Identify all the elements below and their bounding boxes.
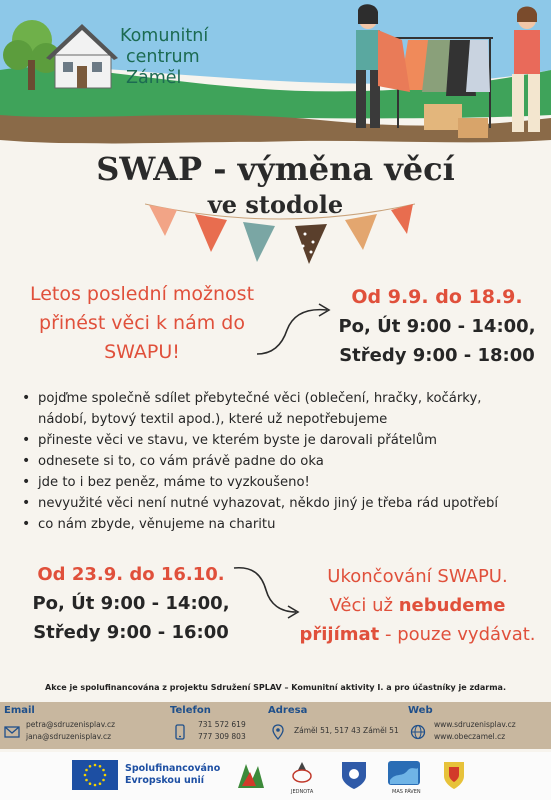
brand-name: [120, 26, 208, 89]
address-text: Zámĕl 51, 517 43 Zámĕl 51: [294, 726, 399, 735]
jednota-logo-icon: [284, 758, 320, 792]
page-subtitle: ve stodole: [207, 190, 344, 219]
promo-line: Letos poslední možnost: [29, 283, 255, 305]
contact-bar: [0, 702, 551, 749]
email-icon: [4, 724, 20, 740]
closing-line: Ukončování SWAPU.: [327, 566, 508, 587]
first-period: [332, 283, 542, 370]
box-icon: [424, 104, 462, 130]
bullet-item: • odnesete si to, co vám právě padne do oka: [22, 451, 537, 472]
closing-line: [290, 591, 545, 620]
first-period-hours-2: Středy 9:00 - 18:00: [339, 345, 535, 366]
mas-label: MAS PÁVEN: [392, 789, 421, 795]
eu-line: Spolufinancováno: [125, 763, 221, 774]
email-link[interactable]: petra@sdruzenisplav.cz: [26, 720, 116, 729]
promo-line: přinést věci k nám do: [39, 312, 245, 334]
contact-address: [268, 705, 307, 719]
closing-emphasis: přijímat: [299, 624, 380, 645]
box-icon: [458, 118, 488, 138]
brand-line: Komunitní: [120, 26, 209, 46]
closing-note: [290, 562, 545, 649]
phone-link[interactable]: 777 309 803: [198, 732, 246, 741]
funding-note: Akce je spolufinancována z projektu Sdružení SPLAV – Komunitní aktivity I. a pro účastníky je zdarma.: [45, 683, 506, 692]
second-period-hours-2: Středy 9:00 - 16:00: [33, 622, 229, 643]
page-title: SWAP - výměna věcí: [96, 150, 455, 188]
brand-line: centrum: [126, 47, 200, 67]
closing-text: - pouze vydávat.: [379, 624, 536, 645]
address-label: Adresa: [268, 705, 308, 716]
bullet-item: • nevyužité věci není nutné vyhazovat, někdo jiný je třeba rád upotřebí: [22, 493, 537, 514]
closing-line: [290, 620, 545, 649]
crest-logo-icon: [336, 758, 372, 792]
contact-email: [4, 705, 35, 719]
first-period-dates: Od 9.9. do 18.9.: [351, 286, 523, 308]
closing-text: Věci už: [329, 595, 399, 616]
contact-phone: [170, 705, 211, 719]
email-label: Email: [4, 705, 35, 716]
second-period-dates: Od 23.9. do 16.10.: [37, 564, 225, 585]
bullet-item: • co nám zbyde, věnujeme na charitu: [22, 514, 537, 535]
sponsor-logos: [0, 752, 551, 800]
contact-web: [408, 705, 433, 719]
phone-link[interactable]: 731 572 619: [198, 720, 246, 729]
header-scene: [0, 0, 551, 150]
web-label: Web: [408, 705, 433, 716]
eu-flag-icon: [72, 760, 118, 790]
phone-icon: [172, 724, 188, 740]
curved-arrow-icon: [255, 302, 335, 362]
promo-line: SWAPU!: [104, 341, 180, 363]
eu-cofinanced-label: [125, 763, 220, 787]
closing-emphasis: nebudeme: [398, 595, 506, 616]
email-link[interactable]: jana@sdruzenisplav.cz: [26, 732, 112, 741]
promo-left-note: [12, 280, 272, 367]
phone-label: Telefon: [170, 705, 211, 716]
bullet-item: • přineste věci ve stavu, ve kterém byste je darovali přátelům: [22, 430, 537, 451]
brand-line: Zámĕl: [126, 68, 182, 88]
eu-line: Evropskou unií: [125, 775, 205, 786]
bullet-item: • jde to i bez peněz, máme to vyzkoušeno!: [22, 472, 537, 493]
jednota-label: JEDNOTA: [291, 789, 314, 795]
splav-logo-icon: [232, 758, 268, 792]
bunting-decoration: [145, 200, 415, 272]
second-period-hours-1: Po, Út 9:00 - 14:00,: [32, 593, 230, 614]
web-link[interactable]: www.obeczamel.cz: [434, 732, 506, 741]
municipality-crest-icon: [436, 758, 472, 792]
first-period-hours-1: Po, Út 9:00 - 14:00,: [338, 316, 536, 337]
mas-logo-icon: [386, 758, 422, 792]
globe-icon: [410, 724, 426, 740]
second-period: [16, 560, 246, 647]
bullet-item-continued: [22, 409, 537, 430]
header-illustration: [0, 0, 551, 150]
bullet-continuation: nádobí, bytový textil apod.), které už nepotřebujeme: [38, 412, 388, 427]
info-bullets: [22, 388, 537, 535]
web-link[interactable]: www.sdruzenisplav.cz: [434, 720, 516, 729]
location-pin-icon: [270, 724, 286, 740]
bullet-item: • pojďme společně sdílet přebytečné věci (oblečení, hračky, kočárky,: [22, 388, 537, 409]
